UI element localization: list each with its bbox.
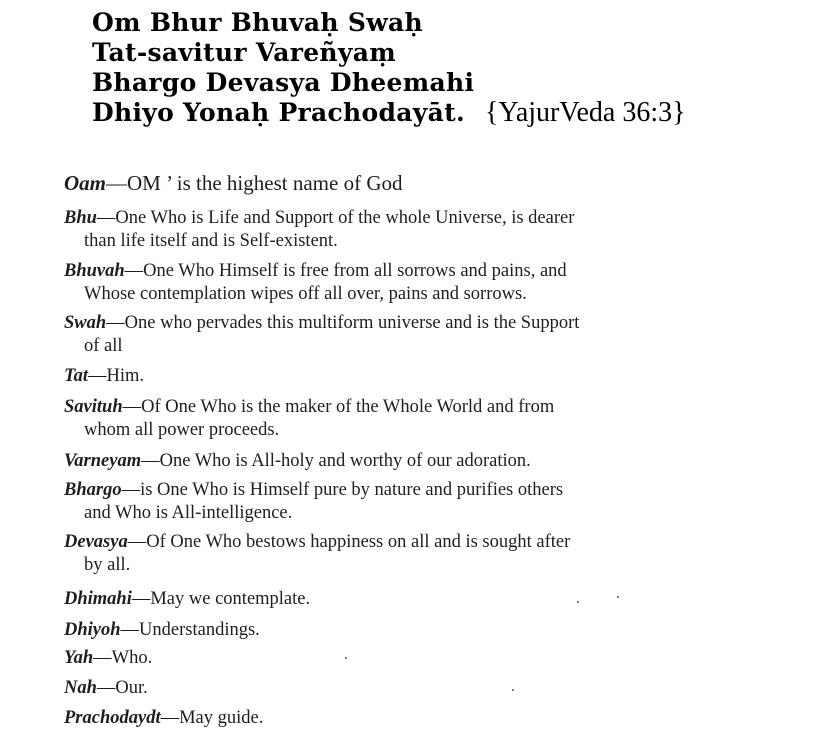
glossary-definition: One Who is Life and Support of the whole Universe, is dearer [115, 208, 575, 228]
glossary-term: Devasya [64, 532, 128, 552]
glossary-definition: is One Who is Himself pure by nature and purifies others [140, 480, 564, 500]
glossary-entry-bhargo: Bhargo—is One Who is Himself pure by nature and purifies others and Who is All-intelligence. [64, 479, 786, 525]
mantra-line-2 [92, 38, 822, 68]
glossary-entry-savituh: Savituh—Of One Who is the maker of the Whole World and from whom all power proceeds. [64, 396, 786, 442]
glossary-entry-bhu: Bhu—One Who is Life and Support of the whole Universe, is dearer than life itself and is Self-existent. [64, 207, 786, 253]
glossary-definition: Who. [111, 648, 153, 668]
glossary-term: Bhuvah [64, 261, 125, 281]
glossary-term: Dhiyoh [64, 620, 121, 640]
glossary-definition: Of One Who is the maker of the Whole World and from [141, 397, 555, 417]
glossary-entry-varneyam: Varneyam—One Who is All-holy and worthy of our adoration. [64, 451, 531, 471]
glossary-term: Savituh [64, 397, 123, 417]
glossary-definition: May guide. [179, 708, 264, 728]
glossary-term: Dhimahi [64, 589, 132, 609]
glossary-entry-yah: Yah—Who. [64, 648, 153, 668]
glossary-term: Varneyam [64, 451, 142, 471]
glossary-definition: Our. [115, 678, 148, 698]
glossary-term: Yah [64, 648, 94, 668]
glossary-term: Nah [64, 678, 97, 698]
glossary-definition: One who pervades this multiform universe and is the Support [124, 313, 580, 333]
glossary-definition-cont: than life itself and is Self-existent. [84, 231, 338, 251]
scan-speck [617, 596, 619, 598]
glossary-term: Tat [64, 366, 88, 386]
glossary-definition: May we contemplate. [150, 589, 311, 609]
glossary-term: Bhu [64, 208, 97, 228]
glossary-entry-dhimahi: Dhimahi—May we contemplate. [64, 589, 311, 609]
glossary-definition-cont: by all. [84, 555, 131, 575]
mantra-line-3 [92, 68, 822, 98]
glossary-definition: Him. [106, 366, 145, 386]
glossary-definition-cont: Whose contemplation wipes off all over, pains and sorrows. [84, 284, 527, 304]
mantra-line-1-text: Om Bhur Bhuvaḥ Swaḥ [92, 8, 424, 37]
mantra-line-1 [92, 8, 822, 38]
glossary-entry-nah: Nah—Our. [64, 678, 148, 698]
glossary-entry-tat: Tat—Him. [64, 366, 145, 386]
mantra-line-2-text: Tat-savitur Vareñyaṃ [92, 38, 396, 67]
glossary-definition: One Who Himself is free from all sorrows and pains, and [143, 261, 567, 281]
glossary-definition: OM ’ is the highest name of God [127, 171, 403, 195]
glossary-term: Swah [64, 313, 107, 333]
mantra-line-3-text: Bhargo Devasya Dheemahi [92, 68, 475, 97]
glossary-definition-cont: whom all power proceeds. [84, 420, 280, 440]
glossary-definition: Of One Who bestows happiness on all and is sought after [146, 532, 571, 552]
glossary-term: Bhargo [64, 480, 122, 500]
glossary-entry-bhuvah: Bhuvah—One Who Himself is free from all sorrows and pains, and Whose contemplation wipes off all over, pains and sorrows. [64, 260, 786, 306]
glossary-definition: One Who is All-holy and worthy of our adoration. [159, 451, 531, 471]
glossary-term: Prachodaydt [64, 708, 161, 728]
scan-speck [345, 657, 347, 659]
glossary-definition-cont: and Who is All-intelligence. [84, 503, 293, 523]
glossary-entry-dhiyoh: Dhiyoh—Understandings. [64, 620, 260, 640]
mantra-block [92, 8, 822, 128]
glossary-entry-devasya: Devasya—Of One Who bestows happiness on all and is sought after by all. [64, 531, 786, 577]
glossary-entry-prachodaydt: Prachodaydt—May guide. [64, 708, 264, 728]
glossary-definition-cont: of all [84, 336, 123, 356]
mantra-line-4-text: Dhiyo Yonaḥ Prachodayāt. [92, 98, 465, 127]
mantra-line-4 [92, 98, 822, 128]
glossary-entry-oam: Oam—OM ’ is the highest name of God [64, 171, 403, 195]
scan-speck [512, 689, 514, 691]
glossary-entry-swah: Swah—One who pervades this multiform universe and is the Support of all [64, 312, 786, 358]
glossary-term: Oam [64, 171, 106, 195]
scan-speck [577, 601, 579, 603]
glossary-definition: Understandings. [139, 620, 260, 640]
citation: {YajurVeda 36:3} [484, 97, 686, 128]
